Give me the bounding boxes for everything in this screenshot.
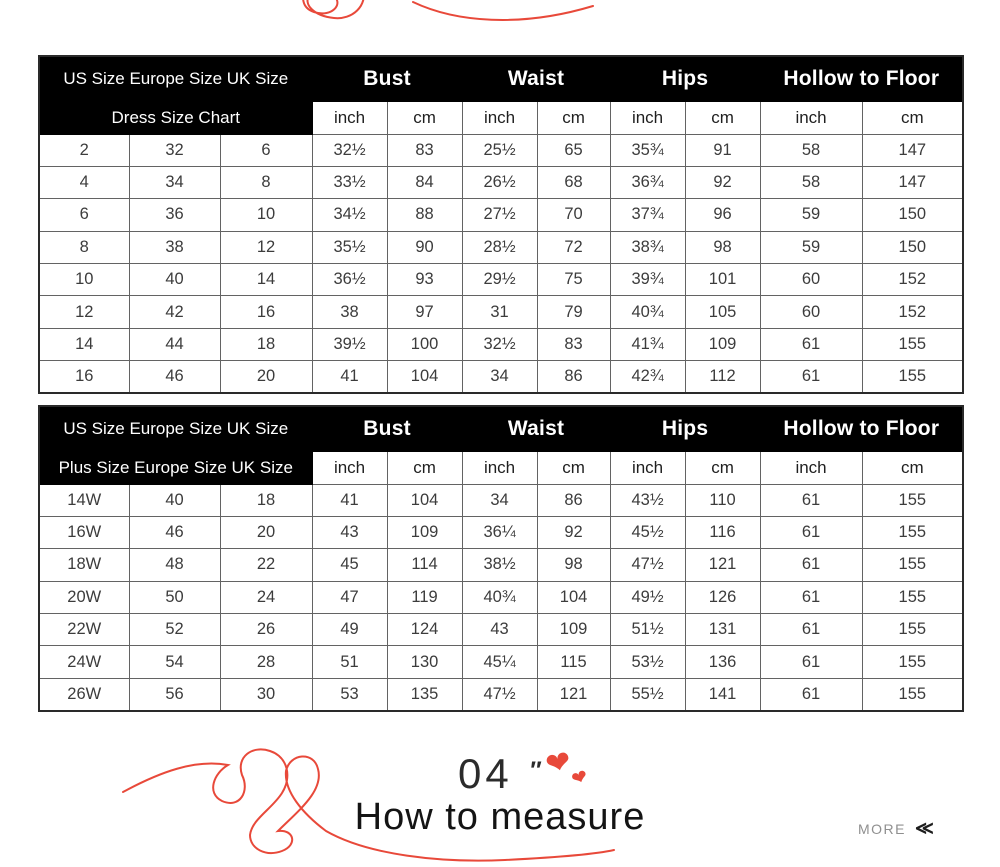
hollow-to-floor-header: Hollow to Floor (760, 406, 963, 451)
cell: 150 (862, 199, 963, 231)
cell: 41¾ (610, 328, 685, 360)
cell: 39½ (312, 328, 387, 360)
cell: 47½ (610, 549, 685, 581)
table-header-row (39, 406, 963, 451)
cell: 32 (129, 134, 220, 166)
cell: 10 (220, 199, 312, 231)
size-group-header: US Size Europe Size UK Size (39, 406, 312, 451)
section-number: 04 (458, 750, 513, 797)
cell: 126 (685, 581, 760, 613)
cell: 45½ (610, 516, 685, 548)
cell: 29½ (462, 264, 537, 296)
table-row (39, 134, 963, 166)
cell: 18 (220, 328, 312, 360)
table-row (39, 614, 963, 646)
cell: 141 (685, 678, 760, 710)
cell: 35¾ (610, 134, 685, 166)
cell: 61 (760, 484, 862, 516)
cell: 20 (220, 516, 312, 548)
unit-cell: cm (537, 451, 610, 484)
unit-cell: cm (862, 451, 963, 484)
cell: 135 (387, 678, 462, 710)
cell: 38 (129, 231, 220, 263)
cell: 96 (685, 199, 760, 231)
cell: 155 (862, 549, 963, 581)
cell: 14 (39, 328, 129, 360)
cell: 155 (862, 484, 963, 516)
cell: 8 (39, 231, 129, 263)
heart-icon: ❤ (568, 765, 592, 792)
cell: 101 (685, 264, 760, 296)
waist-header: Waist (462, 56, 610, 101)
unit-cell: cm (387, 101, 462, 134)
cell: 16 (39, 361, 129, 393)
cell: 12 (39, 296, 129, 328)
unit-cell: inch (462, 101, 537, 134)
cell: 104 (537, 581, 610, 613)
unit-cell: cm (537, 101, 610, 134)
cell: 25½ (462, 134, 537, 166)
cell: 130 (387, 646, 462, 678)
table-row (39, 581, 963, 613)
cell: 115 (537, 646, 610, 678)
cell: 155 (862, 361, 963, 393)
unit-cell: inch (610, 451, 685, 484)
cell: 14W (39, 484, 129, 516)
table-subheader-row (39, 101, 963, 134)
cell: 97 (387, 296, 462, 328)
cell: 54 (129, 646, 220, 678)
cell: 27½ (462, 199, 537, 231)
cell: 28½ (462, 231, 537, 263)
cell: 86 (537, 484, 610, 516)
cell: 26½ (462, 166, 537, 198)
cell: 131 (685, 614, 760, 646)
cell: 105 (685, 296, 760, 328)
cell: 70 (537, 199, 610, 231)
cell: 59 (760, 199, 862, 231)
cell: 28 (220, 646, 312, 678)
cell: 30 (220, 678, 312, 710)
unit-cell: inch (760, 451, 862, 484)
top-squiggle-decoration (0, 0, 1000, 55)
hollow-to-floor-header: Hollow to Floor (760, 56, 963, 101)
section-title: How to measure (354, 796, 646, 838)
cell: 58 (760, 166, 862, 198)
swoosh-line-icon (413, 2, 593, 20)
cell: 18 (220, 484, 312, 516)
cell: 155 (862, 516, 963, 548)
table-row (39, 646, 963, 678)
cell: 22 (220, 549, 312, 581)
cell: 12 (220, 231, 312, 263)
unit-cell: inch (312, 101, 387, 134)
cell: 6 (220, 134, 312, 166)
cell: 32½ (462, 328, 537, 360)
cell: 116 (685, 516, 760, 548)
cell: 41 (312, 361, 387, 393)
plus-size-table (38, 405, 964, 712)
bust-header: Bust (312, 56, 462, 101)
cell: 49½ (610, 581, 685, 613)
cell: 51½ (610, 614, 685, 646)
more-link[interactable] (858, 818, 934, 839)
cell: 2 (39, 134, 129, 166)
waist-header: Waist (462, 406, 610, 451)
table-row (39, 296, 963, 328)
cell: 46 (129, 516, 220, 548)
cell: 61 (760, 646, 862, 678)
cell: 34 (462, 361, 537, 393)
cell: 36 (129, 199, 220, 231)
cell: 18W (39, 549, 129, 581)
cell: 119 (387, 581, 462, 613)
cell: 86 (537, 361, 610, 393)
bust-header: Bust (312, 406, 462, 451)
cell: 59 (760, 231, 862, 263)
table-row (39, 484, 963, 516)
cell: 33½ (312, 166, 387, 198)
cell: 14 (220, 264, 312, 296)
cell: 41 (312, 484, 387, 516)
double-chevron-left-icon: ≪ (915, 818, 934, 838)
cell: 42 (129, 296, 220, 328)
cell: 20W (39, 581, 129, 613)
cell: 40¾ (610, 296, 685, 328)
cell: 35½ (312, 231, 387, 263)
table-row (39, 516, 963, 548)
table-row (39, 231, 963, 263)
cell: 58 (760, 134, 862, 166)
cell: 155 (862, 614, 963, 646)
cell: 68 (537, 166, 610, 198)
cell: 147 (862, 134, 963, 166)
cell: 26W (39, 678, 129, 710)
cell: 83 (387, 134, 462, 166)
cell: 110 (685, 484, 760, 516)
cell: 34 (462, 484, 537, 516)
cell: 98 (685, 231, 760, 263)
cell: 152 (862, 264, 963, 296)
cell: 61 (760, 581, 862, 613)
cell: 38 (312, 296, 387, 328)
cell: 38¾ (610, 231, 685, 263)
heart-icon: ❤ (542, 744, 575, 783)
cell: 93 (387, 264, 462, 296)
cell: 22W (39, 614, 129, 646)
unit-cell: cm (685, 101, 760, 134)
cell: 6 (39, 199, 129, 231)
cell: 124 (387, 614, 462, 646)
cell: 84 (387, 166, 462, 198)
unit-cell: cm (387, 451, 462, 484)
cell: 61 (760, 549, 862, 581)
hips-header: Hips (610, 406, 760, 451)
cell: 37¾ (610, 199, 685, 231)
cell: 136 (685, 646, 760, 678)
cell: 16 (220, 296, 312, 328)
cell: 109 (387, 516, 462, 548)
cell: 155 (862, 581, 963, 613)
cell: 36¾ (610, 166, 685, 198)
cell: 42¾ (610, 361, 685, 393)
cell: 61 (760, 328, 862, 360)
cell: 75 (537, 264, 610, 296)
table-row (39, 199, 963, 231)
cell: 109 (685, 328, 760, 360)
table-row (39, 166, 963, 198)
cell: 61 (760, 614, 862, 646)
cell: 114 (387, 549, 462, 581)
cell: 147 (862, 166, 963, 198)
more-label: MORE (858, 820, 906, 837)
chart-title-cell: Plus Size Europe Size UK Size (39, 451, 312, 484)
cell: 43 (312, 516, 387, 548)
cell: 40 (129, 484, 220, 516)
cell: 47½ (462, 678, 537, 710)
unit-cell: inch (462, 451, 537, 484)
table-row (39, 328, 963, 360)
cell: 10 (39, 264, 129, 296)
cell: 155 (862, 678, 963, 710)
cell: 61 (760, 516, 862, 548)
cell: 104 (387, 484, 462, 516)
cell: 43 (462, 614, 537, 646)
cell: 98 (537, 549, 610, 581)
cell: 40¾ (462, 581, 537, 613)
cell: 39¾ (610, 264, 685, 296)
cell: 90 (387, 231, 462, 263)
cell: 52 (129, 614, 220, 646)
cell: 112 (685, 361, 760, 393)
cell: 4 (39, 166, 129, 198)
cell: 24 (220, 581, 312, 613)
cell: 155 (862, 328, 963, 360)
cell: 44 (129, 328, 220, 360)
cell: 20 (220, 361, 312, 393)
cell: 50 (129, 581, 220, 613)
table-row (39, 549, 963, 581)
cell: 100 (387, 328, 462, 360)
cell: 26 (220, 614, 312, 646)
cell: 109 (537, 614, 610, 646)
cell: 79 (537, 296, 610, 328)
cell: 60 (760, 296, 862, 328)
dress-size-table (38, 55, 964, 394)
cell: 155 (862, 646, 963, 678)
unit-cell: cm (685, 451, 760, 484)
cell: 104 (387, 361, 462, 393)
hips-header: Hips (610, 56, 760, 101)
cell: 152 (862, 296, 963, 328)
cell: 53½ (610, 646, 685, 678)
unit-cell: inch (312, 451, 387, 484)
cell: 36¼ (462, 516, 537, 548)
cell: 83 (537, 328, 610, 360)
cell: 47 (312, 581, 387, 613)
table-header-row (39, 56, 963, 101)
table-row (39, 678, 963, 710)
unit-cell: inch (760, 101, 862, 134)
cell: 34½ (312, 199, 387, 231)
ribbon-loop-icon (303, 0, 364, 18)
table-subheader-row (39, 451, 963, 484)
cell: 34 (129, 166, 220, 198)
cell: 51 (312, 646, 387, 678)
cell: 150 (862, 231, 963, 263)
cell: 45¼ (462, 646, 537, 678)
cell: 46 (129, 361, 220, 393)
cell: 48 (129, 549, 220, 581)
cell: 31 (462, 296, 537, 328)
cell: 91 (685, 134, 760, 166)
cell: 32½ (312, 134, 387, 166)
cell: 38½ (462, 549, 537, 581)
cell: 61 (760, 678, 862, 710)
cell: 16W (39, 516, 129, 548)
cell: 8 (220, 166, 312, 198)
size-group-header: US Size Europe Size UK Size (39, 56, 312, 101)
cell: 121 (685, 549, 760, 581)
cell: 49 (312, 614, 387, 646)
cell: 92 (685, 166, 760, 198)
chart-title-cell: Dress Size Chart (39, 101, 312, 134)
cell: 53 (312, 678, 387, 710)
table-row (39, 264, 963, 296)
cell: 61 (760, 361, 862, 393)
cell: 56 (129, 678, 220, 710)
cell: 72 (537, 231, 610, 263)
cell: 36½ (312, 264, 387, 296)
table-row (39, 361, 963, 393)
cell: 24W (39, 646, 129, 678)
cell: 55½ (610, 678, 685, 710)
cell: 88 (387, 199, 462, 231)
unit-cell: cm (862, 101, 963, 134)
cell: 92 (537, 516, 610, 548)
cell: 43½ (610, 484, 685, 516)
cell: 60 (760, 264, 862, 296)
cell: 45 (312, 549, 387, 581)
quote-mark: ″ (529, 757, 541, 784)
cell: 121 (537, 678, 610, 710)
cell: 65 (537, 134, 610, 166)
cell: 40 (129, 264, 220, 296)
unit-cell: inch (610, 101, 685, 134)
